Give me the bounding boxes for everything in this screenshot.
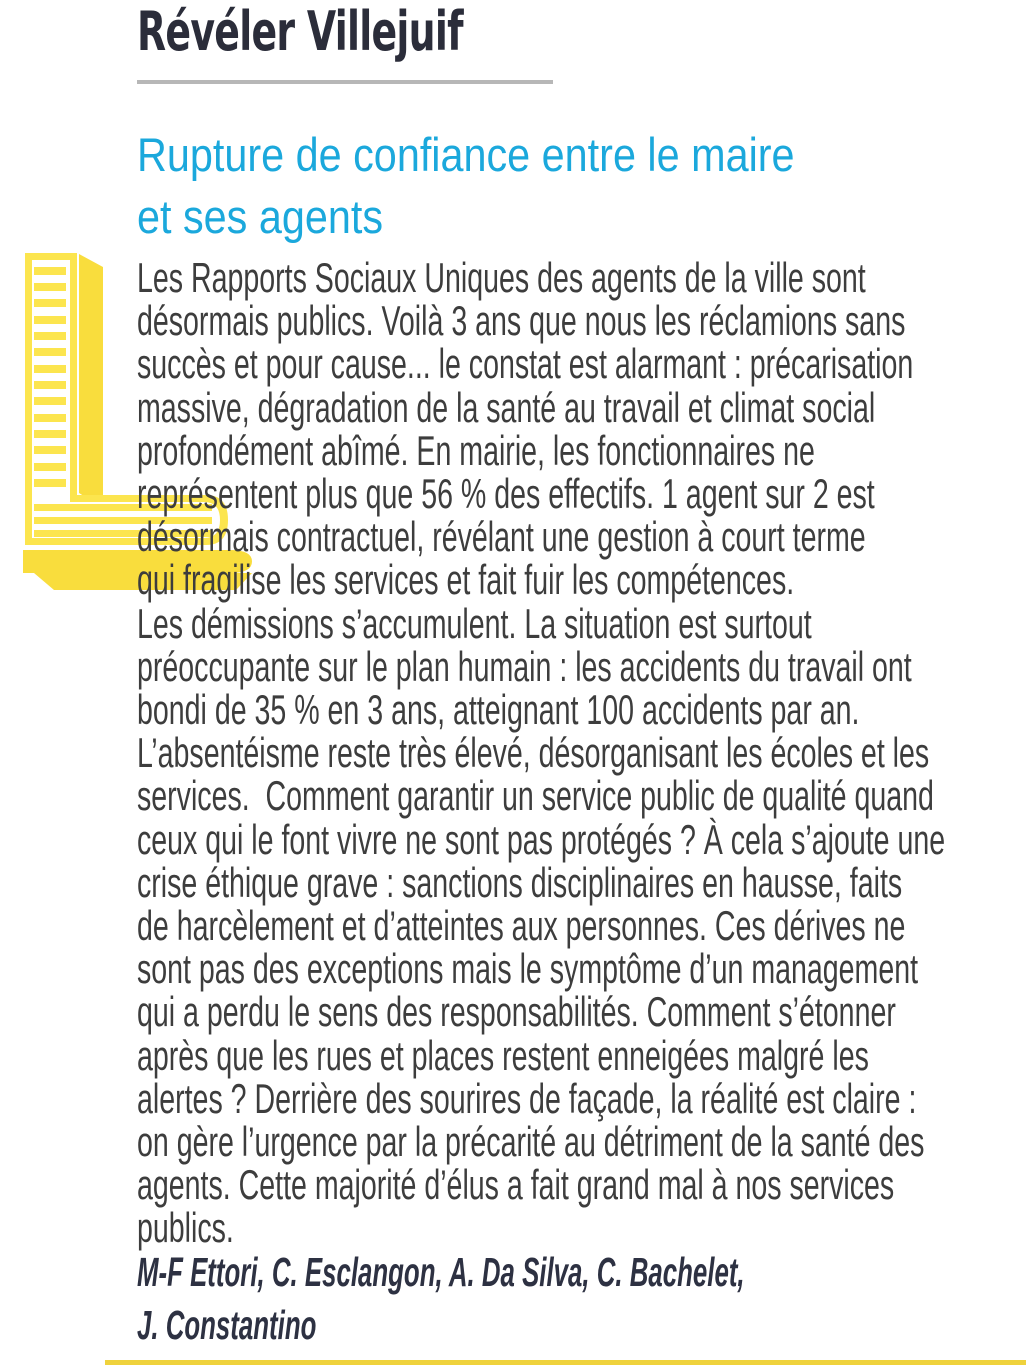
article-body [137,256,945,1250]
body-line: services. Comment garantir un service public de qualité quand [137,772,934,820]
authors-line: J. Constantino [137,1302,317,1348]
masthead-title: Révéler Villejuif [137,0,463,63]
body-line: publics. [137,1204,234,1252]
body-line: agents. Cette majorité d’élus a fait grand mal à nos services [137,1161,895,1209]
masthead-rule [137,80,553,84]
body-line: L’absentéisme reste très élevé, désorganisant les écoles et les [137,729,930,777]
body-line: Les démissions s’accumulent. La situation est surtout [137,599,812,647]
body-line: bondi de 35 % en 3 ans, atteignant 100 accidents par an. [137,686,860,734]
body-line: après que les rues et places restent enneigées malgré les [137,1031,869,1079]
authors-line: M-F Ettori, C. Esclangon, A. Da Silva, C. Bachelet, [137,1249,745,1295]
dropcap-extrusion-right [79,254,103,508]
body-line: Les Rapports Sociaux Uniques des agents de la ville sont [137,254,866,301]
body-line: crise éthique grave : sanctions disciplinaires en hausse, faits [137,858,903,906]
body-line: désormais publics. Voilà 3 ans que nous les réclamions sans [137,297,906,345]
body-line: préoccupante sur le plan humain : les accidents du travail ont [137,642,912,690]
body-line: de harcèlement et d’atteintes aux personnes. Ces dérives ne [137,902,906,950]
article-headline [137,124,795,248]
body-line: massive, dégradation de la santé au travail et climat social [137,383,876,431]
headline-line: Rupture de confiance entre le maire [137,128,795,181]
body-line: profondément abîmé. En mairie, les fonctionnaires ne [137,426,815,474]
body-line: alertes ? Derrière des sourires de façade, la réalité est claire : [137,1074,917,1122]
body-line: qui fragilise les services et fait fuir les compétences. [137,556,795,604]
bottom-section-edge [105,1360,1026,1365]
body-line: ceux qui le font vivre ne sont pas protégés ? À cela s’ajoute une [137,815,946,863]
article-authors [137,1246,745,1352]
body-line: représentent plus que 56 % des effectifs. 1 agent sur 2 est [137,470,875,518]
body-line: désormais contractuel, révélant une gestion à court terme [137,513,866,561]
body-line: succès et pour cause... le constat est alarmant : précarisation [137,340,914,388]
body-line: on gère l’urgence par la précarité au détriment de la santé des [137,1118,925,1166]
body-line: sont pas des exceptions mais le symptôme d’un management [137,945,919,993]
body-line: qui a perdu le sens des responsabilités. Comment s’étonner [137,988,896,1036]
headline-line: et ses agents [137,190,384,243]
